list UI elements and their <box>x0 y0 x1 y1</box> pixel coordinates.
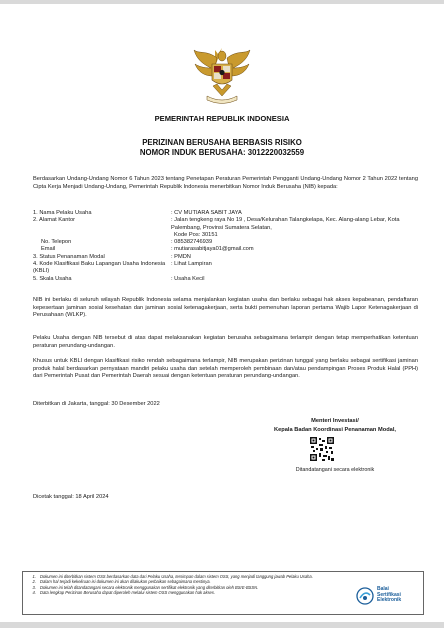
field-value: : 085382746939 <box>171 239 213 246</box>
issued-date: Diterbitkan di Jakarta, tanggal: 30 Desember 2022 <box>33 401 160 407</box>
signatory-agency: Kepala Badan Koordinasi Penanaman Modal, <box>274 427 396 433</box>
qr-code-icon <box>309 436 335 462</box>
electronic-signature-note: Ditandatangani secara elektronik <box>295 467 375 473</box>
halal-paragraph: Khusus untuk KBLI dengan klasifikasi risiko rendah sebagaimana terlampir, NIB merupakan perizinan tunggal yang berlaku sebagai sertifikasi jaminan produk halal berdasarkan pernyataan mandiri pelaku usaha dan setelah memperoleh pembinaan dan/atau pendampingan Proses Produk Halal (PPH) dari Pemerintah Pusat dan Pemerintah Daerah sesuai dengan ketentuan peraturan perundang-undangan. <box>33 358 418 380</box>
field-label: 4. Kode Klasifikasi Baku Lapangan Usaha Indonesia (KBLI) <box>33 261 166 275</box>
garuda-emblem-icon <box>193 44 251 108</box>
footer-notes <box>22 571 424 615</box>
field-value: : CV MUTIARA SABIT JAYA <box>171 210 242 216</box>
bsre-logo <box>355 587 423 607</box>
signatory-title: Menteri Investasi/ <box>311 418 359 424</box>
bsre-line: Balai <box>377 586 389 592</box>
field-label: 3. Status Penanaman Modal <box>33 253 105 260</box>
field-alamat <box>33 217 423 239</box>
field-skala <box>33 276 423 283</box>
field-label: No. Telepon <box>41 239 72 246</box>
field-value: : Usaha Kecil <box>171 275 205 282</box>
note-item: 1. Dokumen ini diterbitkan sistem OSS berdasarkan data dari Pelaku Usaha, tersimpan dalam sistem OSS, yang menjadi tanggung jawab Pelaku Usaha. <box>37 574 355 579</box>
activity-paragraph: Pelaku Usaha dengan NIB tersebut di atas dapat melaksanakan kegiatan berusaha sebagaimana terlampir dengan tetap memperhatikan ketentuan peraturan perundang-undangan. <box>33 335 418 349</box>
printed-date: Dicetak tanggal: 18 April 2024 <box>33 494 109 500</box>
note-item: 3. Dokumen ini telah ditandatangani secara elektronik menggunakan sertifikat elektronik yang diterbitkan oleh BSrE-BSSN. <box>37 585 355 590</box>
note-item: 4. Data lengkap Perizinan Berusaha dapat diperoleh melalui sistem OSS menggunakan hak akses. <box>37 590 355 595</box>
intro-paragraph: Berdasarkan Undang-Undang Nomor 6 Tahun 2023 tentang Penetapan Peraturan Pemerintah Pengganti Undang-Undang Nomor 2 Tahun 2022 tentang Cipta Kerja Menjadi Undang-Undang, Pemerintah Republik Indonesia menerbitkan Nomor Induk Berusaha (NIB) kepada: <box>33 176 418 190</box>
permit-title: PERIZINAN BERUSAHA BERBASIS RISIKO <box>142 138 302 147</box>
field-value: : Lihat Lampiran <box>171 261 212 268</box>
note-item: 2. Dalam hal terjadi kekeliruan isi dokumen ini akan dilakukan perbaikan sebagaimana mestinya. <box>37 579 355 584</box>
field-telepon <box>33 239 423 246</box>
field-label: 5. Skala Usaha <box>33 275 72 282</box>
field-value: : mutiarasabitjaya01@gmail.com <box>171 246 254 253</box>
business-fields <box>33 210 423 283</box>
nib-number: NOMOR INDUK BERUSAHA: 3012220032559 <box>139 148 305 157</box>
government-title: PEMERINTAH REPUBLIK INDONESIA <box>154 114 290 123</box>
field-nama <box>33 210 423 217</box>
field-kbli <box>33 261 423 276</box>
notes-list <box>23 572 355 596</box>
field-modal <box>33 254 423 261</box>
nib-validity-paragraph: NIB ini berlaku di seluruh wilayah Republik Indonesia selama menjalankan kegiatan usaha dan berlaku sebagai hak akses kepabeanan, pendaftaran kepesertaan jaminan sosial kesehatan dan jaminan sosial ketenagakerjaan, serta bukti pemenuhan laporan pertama Wajib Lapor Ketenagakerjaan di Perusahaan (WLKP). <box>33 297 418 319</box>
alamat-text: : Jalan tengkeng raya No 19 , Desa/Kelurahan Talangkelapa, Kec. Alang-alang Lebar, Kota Palembang, Provinsi Sumatera Selatan, <box>171 217 400 231</box>
field-label: 1. Nama Pelaku Usaha <box>33 210 92 216</box>
field-label: 2. Alamat Kantor <box>33 217 76 224</box>
field-value: : PMDN <box>171 253 191 260</box>
field-value <box>171 217 423 239</box>
bsre-line: Sertifikasi <box>377 591 401 598</box>
field-label: Email <box>41 246 56 253</box>
bsre-logo-icon <box>355 587 375 605</box>
kodepos-text: Kode Pos: 30151 <box>174 231 218 238</box>
field-email <box>33 246 423 253</box>
bsre-line: Elektronik <box>377 597 402 604</box>
